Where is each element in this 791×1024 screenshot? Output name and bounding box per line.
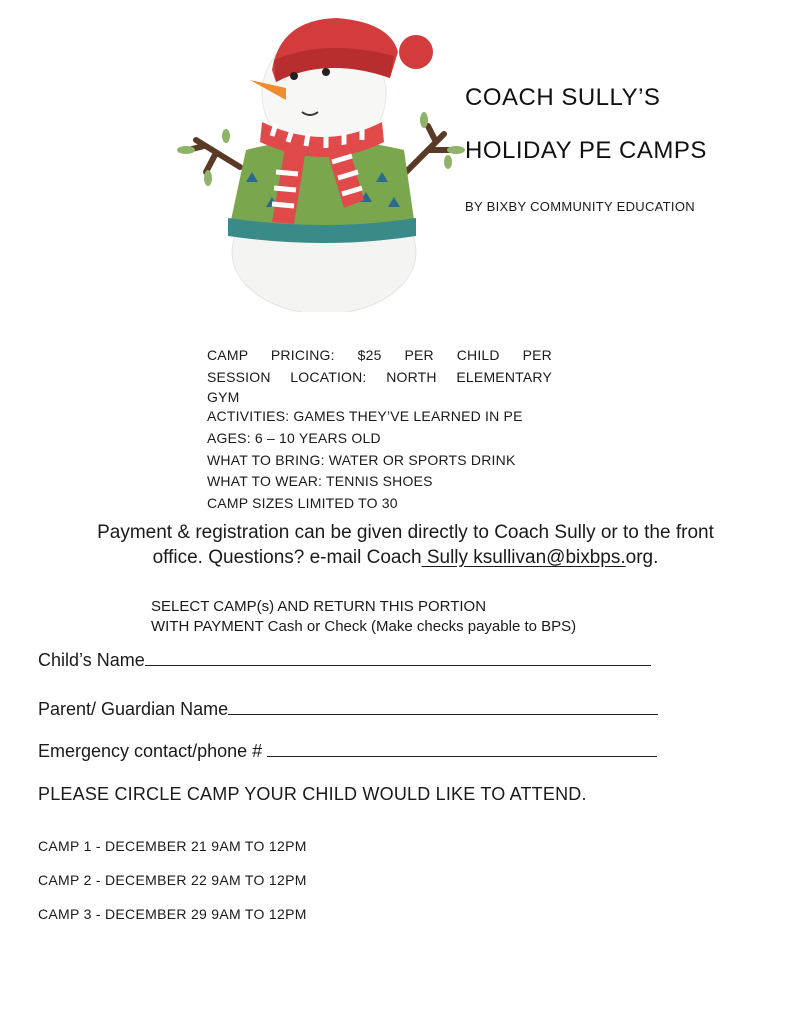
info-location: SESSION LOCATION: NORTH ELEMENTARY	[207, 369, 552, 385]
select-line-2: WITH PAYMENT Cash or Check (Make checks payable to BPS)	[151, 618, 577, 635]
info-wear: WHAT TO WEAR: TENNIS SHOES	[207, 473, 433, 489]
info-ages: AGES: 6 – 10 YEARS OLD	[207, 430, 381, 446]
circle-instruction: PLEASE CIRCLE CAMP YOUR CHILD WOULD LIKE TO ATTEND.	[38, 784, 587, 804]
info-activities: ACTIVITIES: GAMES THEY’VE LEARNED IN PE	[207, 408, 523, 424]
return-portion-instructions	[151, 597, 576, 637]
child-name-field	[38, 650, 651, 671]
parent-name-blank[interactable]	[228, 700, 658, 715]
info-location-cont: GYM	[207, 389, 240, 405]
payment-questions-text: office. Questions? e-mail Coach	[152, 547, 422, 568]
title-line-1: COACH SULLY’S	[465, 84, 661, 111]
payment-instructions	[20, 520, 791, 570]
payment-email-suffix: org.	[625, 547, 659, 568]
title-line-2: HOLIDAY PE CAMPS	[465, 137, 707, 164]
info-pricing: CAMP PRICING: $25 PER CHILD PER	[207, 347, 552, 363]
child-name-blank[interactable]	[145, 651, 651, 666]
child-name-label: Child’s Name	[38, 650, 145, 670]
emergency-contact-field	[38, 741, 657, 762]
snowman-illustration	[176, 12, 466, 312]
camp-option-1[interactable]: CAMP 1 - DECEMBER 21 9AM TO 12PM	[38, 838, 307, 854]
select-line-1: SELECT CAMP(s) AND RETURN THIS PORTION	[151, 598, 487, 615]
emergency-contact-blank[interactable]	[267, 742, 657, 757]
payment-line-1: Payment & registration can be given directly to Coach Sully or to the front	[97, 522, 714, 543]
emergency-contact-label: Emergency contact/phone #	[38, 741, 268, 761]
info-camp-size: CAMP SIZES LIMITED TO 30	[207, 495, 398, 511]
camp-option-2[interactable]: CAMP 2 - DECEMBER 22 9AM TO 12PM	[38, 872, 307, 888]
contact-email-link[interactable]: Sully ksullivan@bixbps.	[421, 547, 626, 568]
payment-line-2	[20, 545, 791, 570]
parent-name-field	[38, 699, 658, 720]
info-bring: WHAT TO BRING: WATER OR SPORTS DRINK	[207, 452, 516, 468]
subtitle: BY BIXBY COMMUNITY EDUCATION	[465, 199, 695, 214]
parent-name-label: Parent/ Guardian Name	[38, 699, 229, 719]
camp-option-3[interactable]: CAMP 3 - DECEMBER 29 9AM TO 12PM	[38, 906, 307, 922]
